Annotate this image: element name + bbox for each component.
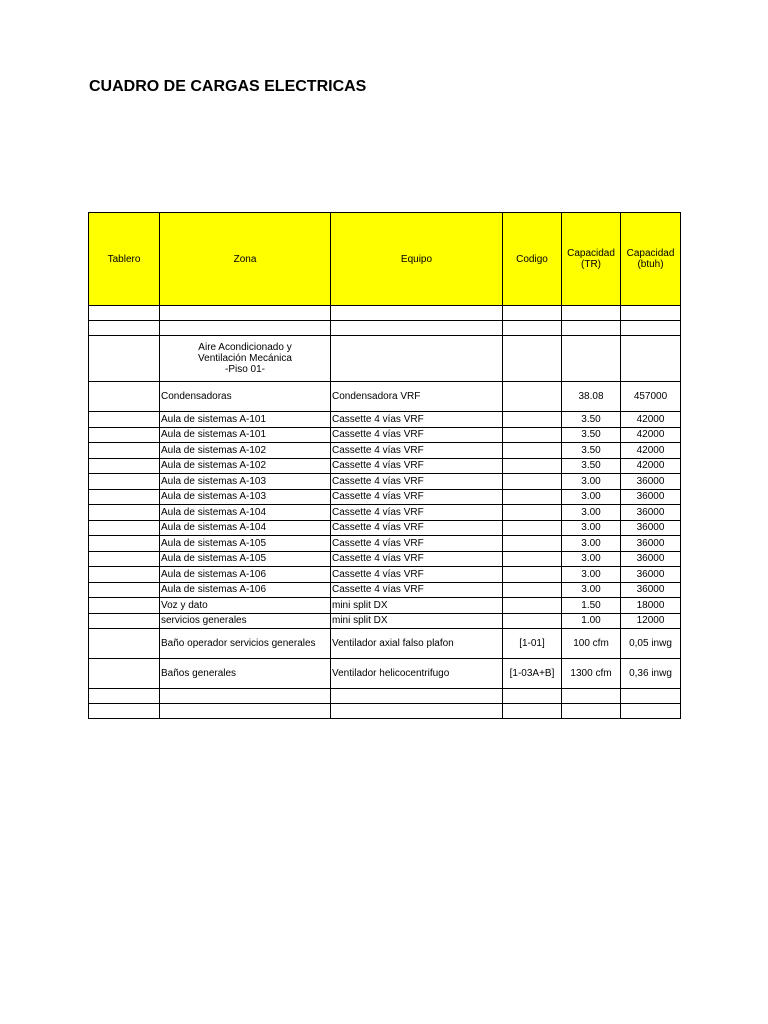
capacidad-tr-cell: 3.00 xyxy=(562,567,621,583)
tablero-cell xyxy=(89,458,160,474)
capacidad-btuh-cell: 36000 xyxy=(621,567,681,583)
tablero-cell xyxy=(89,336,160,382)
table-row xyxy=(89,443,681,459)
capacidad-tr-cell: 1.50 xyxy=(562,598,621,614)
codigo-cell xyxy=(503,412,562,428)
capacidad-tr-cell: 100 cfm xyxy=(562,629,621,659)
table-row xyxy=(89,489,681,505)
equipo-cell: Cassette 4 vías VRF xyxy=(331,412,503,428)
header-capacidad-btuh: Capacidad (btuh) xyxy=(621,213,681,306)
table-row xyxy=(89,382,681,412)
table-row xyxy=(89,505,681,521)
capacidad-btuh-cell: 42000 xyxy=(621,443,681,459)
zona-cell: Aula de sistemas A-104 xyxy=(160,520,331,536)
tablero-cell xyxy=(89,536,160,552)
capacidad-tr-cell: 3.50 xyxy=(562,458,621,474)
table-row xyxy=(89,659,681,689)
table-cell xyxy=(621,704,681,719)
table-row xyxy=(89,598,681,614)
capacidad-tr-cell: 3.00 xyxy=(562,551,621,567)
table-cell xyxy=(331,306,503,321)
tablero-cell xyxy=(89,489,160,505)
zona-cell: Baño operador servicios generales xyxy=(160,629,331,659)
zona-cell: Aula de sistemas A-105 xyxy=(160,551,331,567)
table-cell xyxy=(160,689,331,704)
table-cell xyxy=(331,336,503,382)
zona-cell: Aula de sistemas A-105 xyxy=(160,536,331,552)
codigo-cell xyxy=(503,443,562,459)
table-cell xyxy=(562,321,621,336)
zona-cell: servicios generales xyxy=(160,613,331,629)
equipo-cell: Condensadora VRF xyxy=(331,382,503,412)
table-cell xyxy=(503,306,562,321)
table-cell xyxy=(503,336,562,382)
capacidad-tr-cell: 3.00 xyxy=(562,520,621,536)
tablero-cell xyxy=(89,567,160,583)
header-row xyxy=(89,213,681,306)
tablero-cell xyxy=(89,613,160,629)
zona-cell: Aula de sistemas A-103 xyxy=(160,474,331,490)
blank-row xyxy=(89,306,681,321)
table-cell xyxy=(621,689,681,704)
codigo-cell xyxy=(503,613,562,629)
table-cell xyxy=(331,689,503,704)
table-row xyxy=(89,427,681,443)
group-title-line2: Ventilación Mecánica xyxy=(198,353,292,364)
table-cell xyxy=(621,336,681,382)
zona-cell: Aula de sistemas A-106 xyxy=(160,567,331,583)
capacidad-tr-cell: 3.50 xyxy=(562,412,621,428)
equipo-cell: mini split DX xyxy=(331,613,503,629)
blank-row xyxy=(89,321,681,336)
equipo-cell: Cassette 4 vías VRF xyxy=(331,520,503,536)
capacidad-btuh-cell: 36000 xyxy=(621,582,681,598)
blank-row xyxy=(89,689,681,704)
codigo-cell xyxy=(503,427,562,443)
table-cell xyxy=(503,321,562,336)
tablero-cell xyxy=(89,551,160,567)
capacidad-tr-cell: 3.00 xyxy=(562,474,621,490)
zona-cell: Aula de sistemas A-101 xyxy=(160,412,331,428)
tablero-cell xyxy=(89,689,160,704)
capacidad-tr-cell: 3.00 xyxy=(562,489,621,505)
codigo-cell: [1-03A+B] xyxy=(503,659,562,689)
equipo-cell: Cassette 4 vías VRF xyxy=(331,536,503,552)
zona-cell: Aula de sistemas A-101 xyxy=(160,427,331,443)
capacidad-tr-cell: 38.08 xyxy=(562,382,621,412)
zona-cell: Aula de sistemas A-102 xyxy=(160,458,331,474)
table-cell xyxy=(562,306,621,321)
equipo-cell: Ventilador helicocentrifugo xyxy=(331,659,503,689)
zona-cell: Aula de sistemas A-104 xyxy=(160,505,331,521)
table-cell xyxy=(562,336,621,382)
tablero-cell xyxy=(89,474,160,490)
capacidad-btuh-cell: 42000 xyxy=(621,458,681,474)
header-capacidad-tr: Capacidad (TR) xyxy=(562,213,621,306)
zona-cell: Aula de sistemas A-103 xyxy=(160,489,331,505)
header-zona: Zona xyxy=(160,213,331,306)
tablero-cell xyxy=(89,598,160,614)
capacidad-btuh-cell: 42000 xyxy=(621,427,681,443)
table-cell xyxy=(160,306,331,321)
tablero-cell xyxy=(89,520,160,536)
capacidad-btuh-cell: 36000 xyxy=(621,536,681,552)
blank-row xyxy=(89,704,681,719)
table-cell xyxy=(621,321,681,336)
table-row xyxy=(89,613,681,629)
codigo-cell xyxy=(503,551,562,567)
codigo-cell xyxy=(503,489,562,505)
table-cell xyxy=(503,704,562,719)
tablero-cell xyxy=(89,505,160,521)
equipo-cell: Cassette 4 vías VRF xyxy=(331,551,503,567)
table-row xyxy=(89,412,681,428)
equipo-cell: Cassette 4 vías VRF xyxy=(331,474,503,490)
capacidad-btuh-cell: 36000 xyxy=(621,551,681,567)
table-row xyxy=(89,536,681,552)
tablero-cell xyxy=(89,629,160,659)
group-title-line3: -Piso 01- xyxy=(224,364,265,375)
table-row xyxy=(89,567,681,583)
capacidad-tr-cell: 3.50 xyxy=(562,443,621,459)
capacidad-tr-cell: 1.00 xyxy=(562,613,621,629)
table-cell xyxy=(89,306,160,321)
equipo-cell: Ventilador axial falso plafon xyxy=(331,629,503,659)
table-cell xyxy=(562,704,621,719)
table-cell xyxy=(160,321,331,336)
capacidad-btuh-cell: 36000 xyxy=(621,474,681,490)
capacidad-btuh-cell: 36000 xyxy=(621,520,681,536)
capacidad-btuh-cell: 0,36 inwg xyxy=(621,659,681,689)
page-title: CUADRO DE CARGAS ELECTRICAS xyxy=(89,78,367,95)
equipo-cell: Cassette 4 vías VRF xyxy=(331,427,503,443)
zona-cell: Aula de sistemas A-102 xyxy=(160,443,331,459)
header-tablero: Tablero xyxy=(89,213,160,306)
group-title xyxy=(160,336,331,382)
capacidad-btuh-cell: 42000 xyxy=(621,412,681,428)
equipo-cell: Cassette 4 vías VRF xyxy=(331,443,503,459)
zona-cell: Baños generales xyxy=(160,659,331,689)
codigo-cell xyxy=(503,567,562,583)
capacidad-btuh-cell: 0,05 inwg xyxy=(621,629,681,659)
header-equipo: Equipo xyxy=(331,213,503,306)
equipo-cell: mini split DX xyxy=(331,598,503,614)
table-cell xyxy=(89,321,160,336)
table-cell xyxy=(621,306,681,321)
table-row xyxy=(89,582,681,598)
codigo-cell xyxy=(503,458,562,474)
capacidad-tr-cell: 3.00 xyxy=(562,505,621,521)
tablero-cell xyxy=(89,382,160,412)
equipo-cell: Cassette 4 vías VRF xyxy=(331,567,503,583)
tablero-cell xyxy=(89,704,160,719)
table-row xyxy=(89,520,681,536)
equipo-cell: Cassette 4 vías VRF xyxy=(331,505,503,521)
tablero-cell xyxy=(89,582,160,598)
table-cell xyxy=(331,321,503,336)
codigo-cell: [1-01] xyxy=(503,629,562,659)
group-header-row xyxy=(89,336,681,382)
codigo-cell xyxy=(503,598,562,614)
codigo-cell xyxy=(503,382,562,412)
codigo-cell xyxy=(503,536,562,552)
codigo-cell xyxy=(503,520,562,536)
capacidad-tr-cell: 1300 cfm xyxy=(562,659,621,689)
group-title-line1: Aire Acondicionado y xyxy=(198,342,292,353)
loads-table xyxy=(88,212,681,719)
equipo-cell: Cassette 4 vías VRF xyxy=(331,458,503,474)
table-cell xyxy=(160,704,331,719)
tablero-cell xyxy=(89,427,160,443)
table-row xyxy=(89,629,681,659)
codigo-cell xyxy=(503,505,562,521)
capacidad-tr-cell: 3.50 xyxy=(562,427,621,443)
capacidad-btuh-cell: 457000 xyxy=(621,382,681,412)
capacidad-tr-cell: 3.00 xyxy=(562,582,621,598)
table-cell xyxy=(331,704,503,719)
equipo-cell: Cassette 4 vías VRF xyxy=(331,582,503,598)
capacidad-tr-cell: 3.00 xyxy=(562,536,621,552)
table-cell xyxy=(503,689,562,704)
zona-cell: Voz y dato xyxy=(160,598,331,614)
codigo-cell xyxy=(503,582,562,598)
equipo-cell: Cassette 4 vías VRF xyxy=(331,489,503,505)
tablero-cell xyxy=(89,443,160,459)
capacidad-btuh-cell: 12000 xyxy=(621,613,681,629)
tablero-cell xyxy=(89,659,160,689)
codigo-cell xyxy=(503,474,562,490)
zona-cell: Aula de sistemas A-106 xyxy=(160,582,331,598)
table-row xyxy=(89,551,681,567)
capacidad-btuh-cell: 36000 xyxy=(621,505,681,521)
table-row xyxy=(89,458,681,474)
table-row xyxy=(89,474,681,490)
tablero-cell xyxy=(89,412,160,428)
header-codigo: Codigo xyxy=(503,213,562,306)
capacidad-btuh-cell: 18000 xyxy=(621,598,681,614)
table-cell xyxy=(562,689,621,704)
zona-cell: Condensadoras xyxy=(160,382,331,412)
capacidad-btuh-cell: 36000 xyxy=(621,489,681,505)
